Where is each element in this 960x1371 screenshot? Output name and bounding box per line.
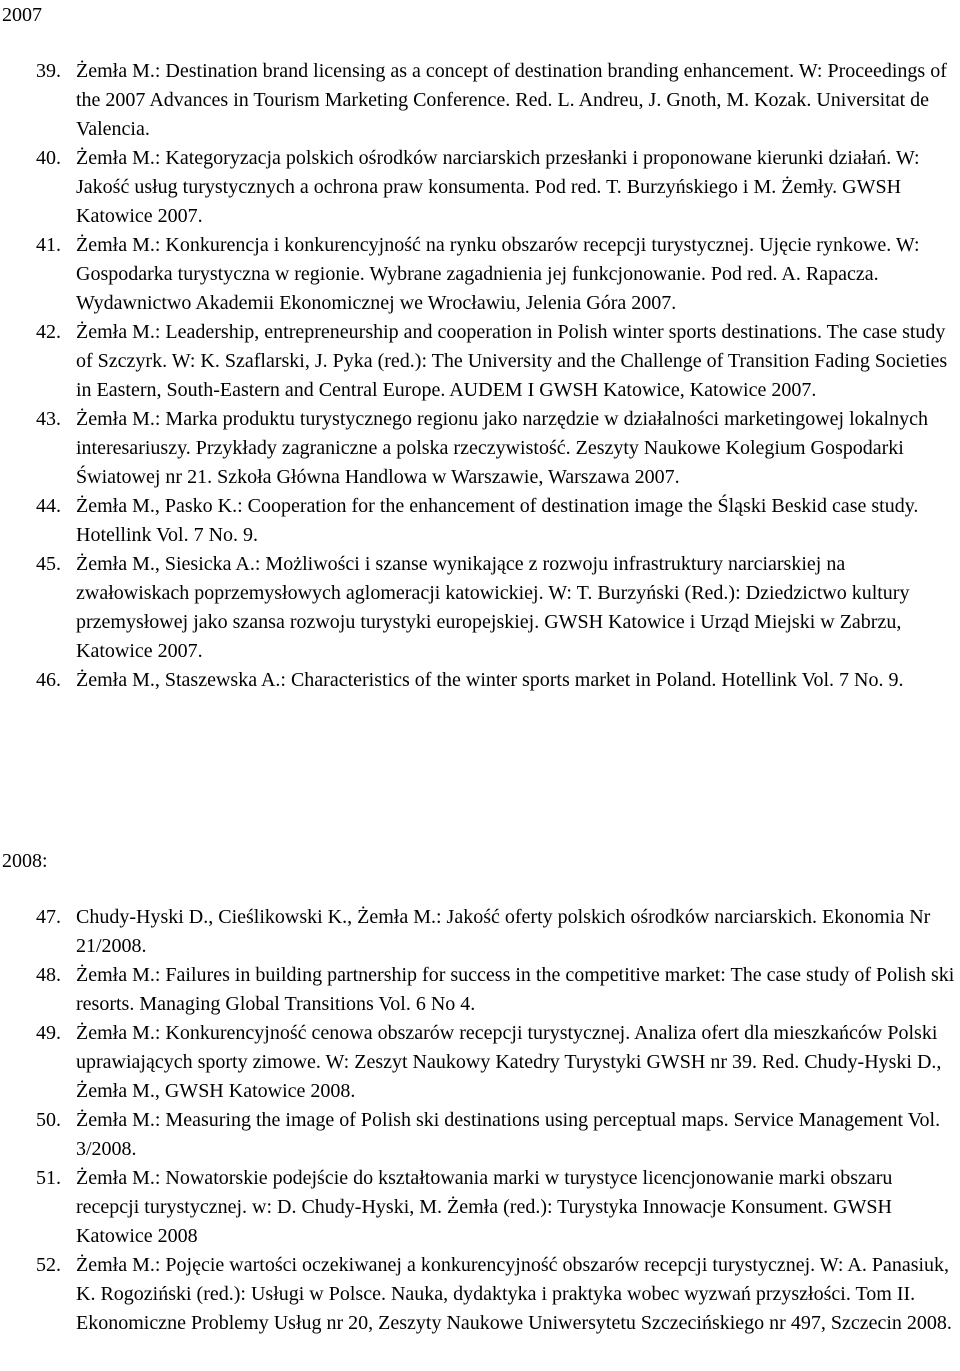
entry-number: 41. bbox=[36, 234, 61, 256]
publication-entry-42 bbox=[36, 318, 960, 405]
entry-number: 48. bbox=[36, 964, 61, 986]
entry-number: 42. bbox=[36, 321, 61, 343]
entry-number: 46. bbox=[36, 669, 61, 691]
entry-text: Żemła M., Siesicka A.: Możliwości i szanse wynikające z rozwoju infrastruktury narciarskiej na zwałowiskach poprzemysłowych aglomeracji katowickiej. W: T. Burzyński (Red.): Dziedzictwo kultury przemysłowej jako szansa rozwoju turystyki europejskiej. GWSH Katowice i Urząd Miejski w Zabrzu, Katowice 2007. bbox=[76, 553, 910, 662]
entry-number: 50. bbox=[36, 1109, 61, 1131]
year-heading-2007: 2007 bbox=[2, 4, 42, 26]
publication-entry-41 bbox=[36, 231, 960, 318]
publication-entry-43 bbox=[36, 405, 960, 492]
entry-number: 52. bbox=[36, 1254, 61, 1276]
entry-number: 40. bbox=[36, 147, 61, 169]
publication-entry-45 bbox=[36, 550, 960, 666]
entry-number: 43. bbox=[36, 408, 61, 430]
entry-text: Żemła M.: Konkurencja i konkurencyjność na rynku obszarów recepcji turystycznej. Ujęcie rynkowe. W: Gospodarka turystyczna w regionie. Wybrane zagadnienia jej funkcjonowanie. Pod red. A. Rapacza. Wydawnictwo Akademii Ekonomicznej we Wrocławiu, Jelenia Góra 2007. bbox=[76, 234, 920, 314]
publication-list-2008 bbox=[36, 903, 960, 1338]
entry-number: 45. bbox=[36, 553, 61, 575]
entry-number: 44. bbox=[36, 495, 61, 517]
publication-entry-40 bbox=[36, 144, 960, 231]
publication-entry-39 bbox=[36, 57, 960, 144]
publication-entry-44 bbox=[36, 492, 960, 550]
publication-entry-46 bbox=[36, 666, 960, 695]
publication-entry-47 bbox=[36, 903, 960, 961]
entry-text: Żemła M.: Destination brand licensing as a concept of destination branding enhancement. W: Proceedings of the 2007 Advances in Tourism Marketing Conference. Red. L. Andreu, J. Gnoth, M. Kozak. Universitat de Valencia. bbox=[76, 60, 947, 140]
publication-entry-48 bbox=[36, 961, 960, 1019]
entry-text: Żemła M.: Measuring the image of Polish ski destinations using perceptual maps. Service Management Vol. 3/2008. bbox=[76, 1109, 941, 1160]
entry-text: Żemła M.: Kategoryzacja polskich ośrodków narciarskich przesłanki i proponowane kierunki działań. W: Jakość usług turystycznych a ochrona praw konsumenta. Pod red. T. Burzyńskiego i M. Żemły. GWSH Katowice 2007. bbox=[76, 147, 920, 227]
entry-text: Żemła M., Staszewska A.: Characteristics of the winter sports market in Poland. Hotellink Vol. 7 No. 9. bbox=[76, 669, 904, 691]
entry-text: Żemła M.: Marka produktu turystycznego regionu jako narzędzie w działalności marketingowej lokalnych interesariuszy. Przykłady zagraniczne a polska rzeczywistość. Zeszyty Naukowe Kolegium Gospodarki Światowej nr 21. Szkoła Główna Handlowa w Warszawie, Warszawa 2007. bbox=[76, 408, 928, 488]
entry-text: Żemła M.: Pojęcie wartości oczekiwanej a konkurencyjność obszarów recepcji turystycznej. W: A. Panasiuk, K. Rogoziński (red.): Usługi w Polsce. Nauka, dydaktyka i praktyka wobec wyzwań przyszłości. Tom II. Ekonomiczne Problemy Usług nr 20, Zeszyty Naukowe Uniwersytetu Szczecińskiego nr 497, Szczecin 2008. bbox=[76, 1254, 952, 1334]
publication-entry-51 bbox=[36, 1164, 960, 1251]
entry-number: 51. bbox=[36, 1167, 61, 1189]
entry-text: Chudy-Hyski D., Cieślikowski K., Żemła M.: Jakość oferty polskich ośrodków narciarskich. Ekonomia Nr 21/2008. bbox=[76, 906, 931, 957]
publication-list-2007 bbox=[36, 57, 960, 695]
entry-text: Żemła M.: Leadership, entrepreneurship and cooperation in Polish winter sports destinations. The case study of Szczyrk. W: K. Szaflarski, J. Pyka (red.): The University and the Challenge of Transition Fading Societies in Eastern, South-Eastern and Central Europe. AUDEM I GWSH Katowice, Katowice 2007. bbox=[76, 321, 948, 401]
entry-number: 47. bbox=[36, 906, 61, 928]
entry-text: Żemła M.: Failures in building partnership for success in the competitive market: The case study of Polish ski resorts. Managing Global Transitions Vol. 6 No 4. bbox=[76, 964, 955, 1015]
publication-entry-52 bbox=[36, 1251, 960, 1338]
publication-entry-49 bbox=[36, 1019, 960, 1106]
publication-entry-50 bbox=[36, 1106, 960, 1164]
entry-text: Żemła M.: Konkurencyjność cenowa obszarów recepcji turystycznej. Analiza ofert dla mieszkańców Polski uprawiających sporty zimowe. W: Zeszyt Naukowy Katedry Turystyki GWSH nr 39. Red. Chudy-Hyski D., Żemła M., GWSH Katowice 2008. bbox=[76, 1022, 942, 1102]
entry-number: 49. bbox=[36, 1022, 61, 1044]
entry-number: 39. bbox=[36, 60, 61, 82]
year-heading-2008: 2008: bbox=[2, 850, 48, 872]
entry-text: Żemła M., Pasko K.: Cooperation for the enhancement of destination image the Śląski Beskid case study. Hotellink Vol. 7 No. 9. bbox=[76, 495, 919, 546]
entry-text: Żemła M.: Nowatorskie podejście do kształtowania marki w turystyce licencjonowanie marki obszaru recepcji turystycznej. w: D. Chudy-Hyski, M. Żemła (red.): Turystyka Innowacje Konsument. GWSH Katowice 2008 bbox=[76, 1167, 893, 1247]
